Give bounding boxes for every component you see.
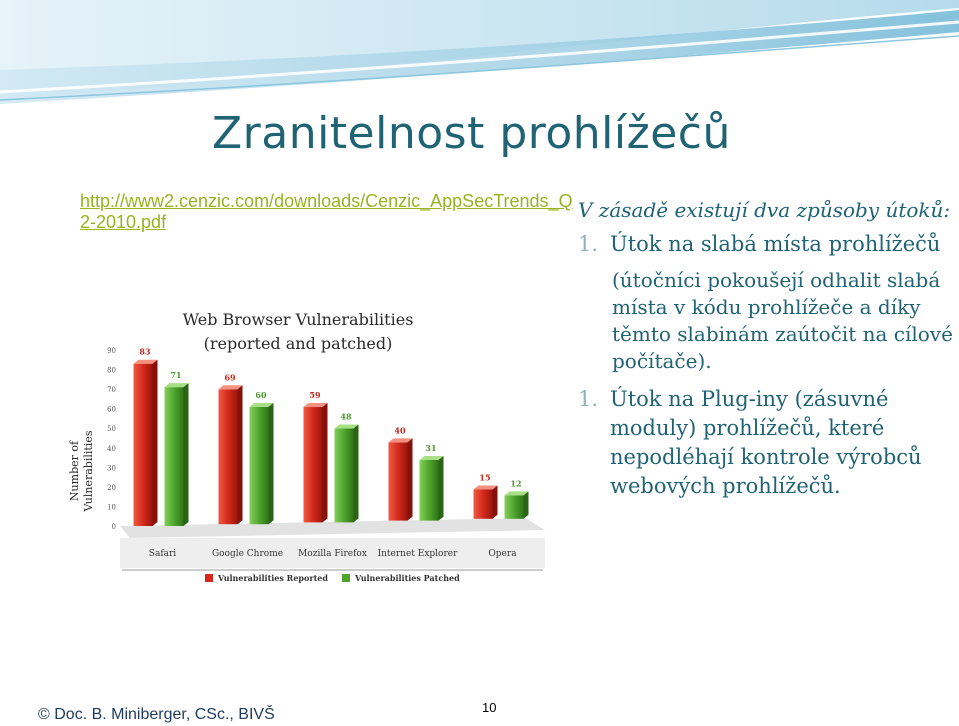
bar-side-face — [153, 360, 158, 526]
bar-side-face — [238, 385, 243, 524]
y-tick-label: 50 — [107, 425, 116, 434]
bar — [474, 489, 493, 518]
legend-label: Vulnerabilities Patched — [355, 573, 460, 583]
bar-side-face — [408, 438, 413, 520]
bullet-text-1: Útok na slabá místa prohlížečů — [610, 232, 941, 256]
bar — [134, 364, 153, 526]
bar-value-label: 59 — [309, 390, 321, 401]
page-number: 10 — [482, 700, 497, 715]
bar — [250, 407, 269, 524]
category-label: Internet Explorer — [377, 549, 458, 559]
bar-value-label: 12 — [510, 478, 522, 489]
bullet-point-2 — [578, 385, 956, 501]
bar-value-label: 60 — [255, 389, 267, 400]
bar-value-label: 31 — [425, 442, 437, 453]
y-tick-label: 40 — [107, 444, 116, 453]
bar-value-label: 40 — [394, 425, 406, 436]
chart-legend — [205, 573, 460, 583]
category-label: Mozilla Firefox — [298, 549, 367, 559]
category-label: Safari — [148, 549, 177, 559]
chart-bars — [134, 347, 529, 526]
bar-side-face — [354, 425, 359, 523]
chart-title-line-2: (reported and patched) — [203, 334, 393, 353]
bullet-number-1: 1. — [578, 232, 599, 256]
bar — [505, 495, 524, 518]
bar — [219, 389, 238, 524]
y-tick-label: 0 — [111, 523, 116, 531]
bar-side-face — [323, 403, 328, 522]
bullet-point-1 — [578, 230, 956, 259]
browser-vulnerabilities-chart — [60, 295, 555, 595]
y-tick-label: 90 — [107, 347, 116, 355]
source-link[interactable]: http://www2.cenzic.com/downloads/Cenzic_AppSecTrends_Q2-2010.pdf — [80, 191, 573, 232]
bar-side-face — [439, 456, 444, 521]
bar-side-face — [184, 383, 189, 526]
bar-value-label: 71 — [170, 370, 182, 381]
bullet-number-2: 1. — [578, 387, 599, 411]
bar-side-face — [269, 403, 274, 524]
category-label: Google Chrome — [211, 549, 284, 559]
bar-value-label: 69 — [224, 372, 236, 383]
legend-swatch — [342, 574, 350, 582]
chart-title-line-1: Web Browser Vulnerabilities — [182, 310, 414, 329]
y-tick-label: 70 — [107, 386, 116, 395]
bullet-text-2: Útok na Plug-iny (zásuvné moduly) prohlížečů, které nepodléhají kontrole výrobců webových prohlížečů. — [610, 387, 922, 498]
y-tick-label: 20 — [107, 483, 116, 492]
intro-text: V zásadě existují dva způsoby útoků: — [578, 198, 951, 222]
bullet-text-column — [578, 197, 956, 501]
bar — [420, 460, 439, 521]
y-axis-label-line-2: Vulnerabilities — [82, 430, 95, 512]
footer-copyright: © Doc. B. Miniberger, CSc., BIVŠ — [38, 706, 275, 723]
bar-side-face — [524, 491, 529, 518]
y-tick-label: 10 — [107, 503, 116, 512]
y-axis-ticks — [107, 347, 116, 531]
bar-value-label: 15 — [479, 472, 491, 483]
bar — [389, 442, 408, 520]
bar — [335, 429, 354, 523]
y-tick-label: 60 — [107, 405, 116, 414]
bar-value-label: 48 — [340, 411, 352, 422]
y-tick-label: 30 — [107, 464, 116, 473]
legend-swatch — [205, 574, 213, 582]
bar-side-face — [493, 485, 498, 518]
y-tick-label: 80 — [107, 366, 116, 375]
category-label: Opera — [488, 549, 517, 559]
slide-title: Zranitelnost prohlížečů — [212, 108, 731, 159]
header-swoosh-decoration — [0, 0, 959, 110]
y-axis-label-line-1: Number of — [68, 440, 81, 502]
legend-label: Vulnerabilities Reported — [218, 573, 328, 583]
bar — [304, 407, 323, 522]
bar — [165, 387, 184, 526]
bar-value-label: 83 — [139, 346, 151, 357]
bullet-note-1: (útočníci pokoušejí odhalit slabá místa v kódu prohlížeče a díky těmto slabinám zaútočit na cílové počítače). — [612, 268, 953, 373]
